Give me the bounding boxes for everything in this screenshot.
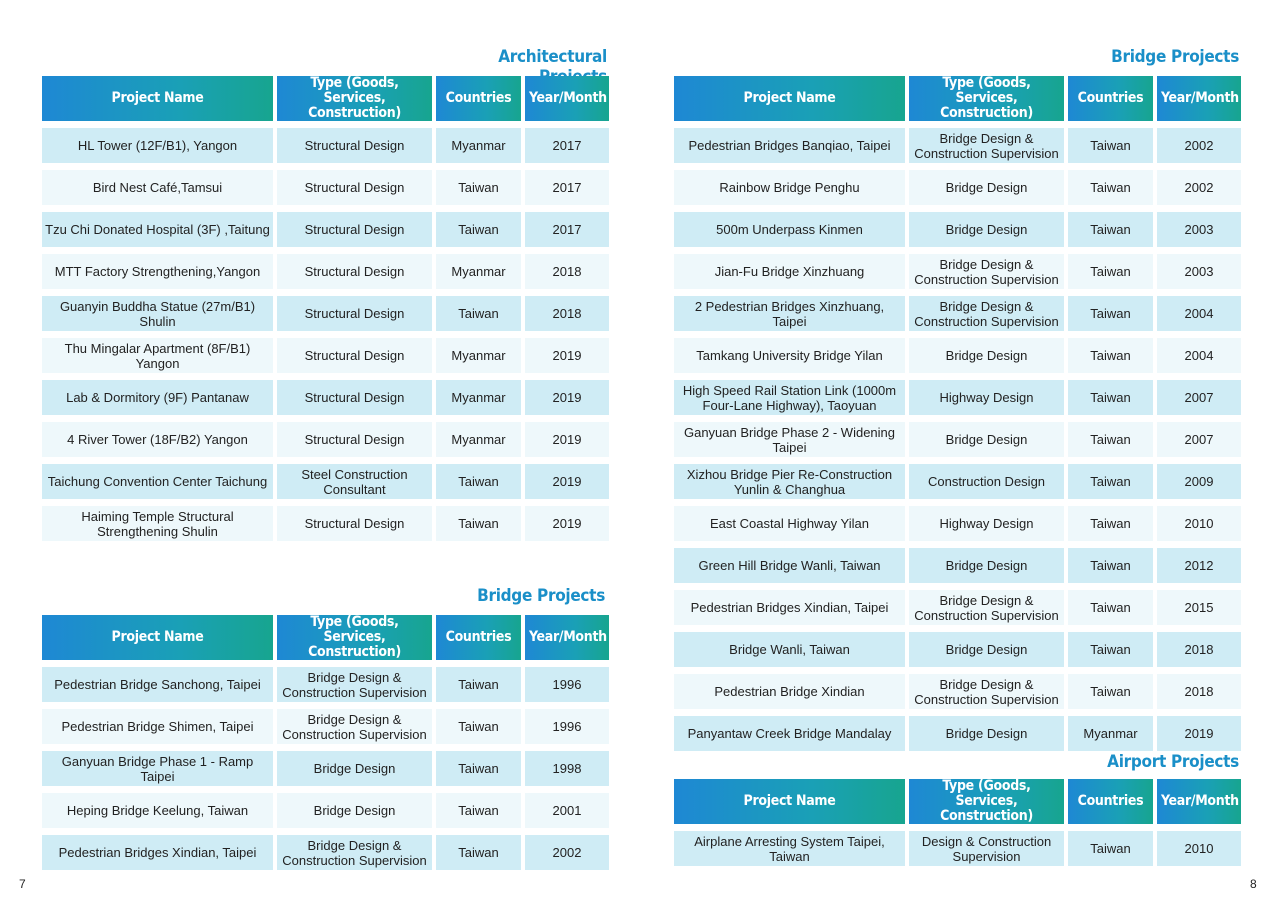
project-name-cell: Taichung Convention Center Taichung — [42, 464, 273, 499]
project-name-cell: HL Tower (12F/B1), Yangon — [42, 128, 273, 163]
project-type-cell: Bridge Design & Construction Supervision — [277, 709, 432, 744]
table-row — [42, 464, 609, 499]
country-cell: Taiwan — [1068, 380, 1153, 415]
project-type-cell: Structural Design — [277, 506, 432, 541]
project-type-cell: Structural Design — [277, 338, 432, 373]
table-row — [42, 793, 609, 828]
country-cell: Taiwan — [436, 464, 521, 499]
year-cell: 2012 — [1157, 548, 1241, 583]
project-name-cell: Lab & Dormitory (9F) Pantanaw — [42, 380, 273, 415]
column-header-countries: Countries — [1068, 779, 1153, 824]
column-header-countries: Countries — [436, 615, 521, 660]
year-cell: 2001 — [525, 793, 609, 828]
project-name-cell: Green Hill Bridge Wanli, Taiwan — [674, 548, 905, 583]
table-row — [42, 128, 609, 163]
year-cell: 1996 — [525, 709, 609, 744]
project-type-cell: Bridge Design & Construction Supervision — [277, 835, 432, 870]
country-cell: Taiwan — [1068, 506, 1153, 541]
project-type-cell: Bridge Design — [909, 338, 1064, 373]
project-name-cell: Pedestrian Bridge Xindian — [674, 674, 905, 709]
country-cell: Taiwan — [436, 212, 521, 247]
year-cell: 2003 — [1157, 212, 1241, 247]
country-cell: Taiwan — [436, 667, 521, 702]
year-cell: 2017 — [525, 128, 609, 163]
bridge-projects-table-left — [38, 608, 613, 877]
country-cell: Myanmar — [436, 380, 521, 415]
project-name-cell: 2 Pedestrian Bridges Xinzhuang, Taipei — [674, 296, 905, 331]
country-cell: Taiwan — [1068, 422, 1153, 457]
country-cell: Myanmar — [436, 422, 521, 457]
project-type-cell: Construction Design — [909, 464, 1064, 499]
table-row — [674, 716, 1241, 751]
table-row — [674, 831, 1241, 866]
country-cell: Taiwan — [1068, 674, 1153, 709]
year-cell: 2017 — [525, 212, 609, 247]
project-type-cell: Highway Design — [909, 506, 1064, 541]
year-cell: 2018 — [1157, 632, 1241, 667]
country-cell: Myanmar — [1068, 716, 1153, 751]
project-name-cell: Ganyuan Bridge Phase 2 - Widening Taipei — [674, 422, 905, 457]
year-cell: 2002 — [1157, 170, 1241, 205]
project-type-cell: Bridge Design & Construction Supervision — [909, 296, 1064, 331]
column-header-type: Type (Goods, Services, Construction) — [277, 615, 432, 660]
table-row — [42, 212, 609, 247]
project-type-cell: Structural Design — [277, 212, 432, 247]
year-cell: 2004 — [1157, 338, 1241, 373]
year-cell: 1996 — [525, 667, 609, 702]
country-cell: Taiwan — [1068, 464, 1153, 499]
year-cell: 2002 — [525, 835, 609, 870]
column-header-name: Project Name — [674, 76, 905, 121]
architectural-projects-title: Architectural — [498, 47, 607, 67]
year-cell: 2003 — [1157, 254, 1241, 289]
table-row — [42, 751, 609, 786]
project-name-cell: Pedestrian Bridges Xindian, Taipei — [42, 835, 273, 870]
project-type-cell: Bridge Design — [909, 422, 1064, 457]
country-cell: Taiwan — [1068, 338, 1153, 373]
table-row — [42, 709, 609, 744]
year-cell: 2019 — [525, 422, 609, 457]
country-cell: Taiwan — [436, 835, 521, 870]
country-cell: Taiwan — [436, 709, 521, 744]
year-cell: 2010 — [1157, 506, 1241, 541]
table-header-row — [42, 76, 609, 121]
year-cell: 1998 — [525, 751, 609, 786]
column-header-name: Project Name — [674, 779, 905, 824]
airport-projects-title: Airport Projects — [1107, 752, 1239, 772]
project-name-cell: Haiming Temple Structural Strengthening Shulin — [42, 506, 273, 541]
country-cell: Taiwan — [1068, 296, 1153, 331]
project-name-cell: Thu Mingalar Apartment (8F/B1) Yangon — [42, 338, 273, 373]
country-cell: Taiwan — [436, 506, 521, 541]
bridge-projects-title-left: Bridge Projects — [477, 586, 605, 606]
table-row — [674, 632, 1241, 667]
project-type-cell: Bridge Design — [909, 548, 1064, 583]
project-name-cell: Bridge Wanli, Taiwan — [674, 632, 905, 667]
table-row — [42, 835, 609, 870]
country-cell: Myanmar — [436, 128, 521, 163]
architectural-projects-table — [38, 69, 613, 548]
year-cell: 2019 — [525, 464, 609, 499]
table-row — [42, 296, 609, 331]
table-header-row — [674, 76, 1241, 121]
country-cell: Taiwan — [1068, 548, 1153, 583]
project-type-cell: Bridge Design — [909, 170, 1064, 205]
year-cell: 2018 — [1157, 674, 1241, 709]
project-name-cell: High Speed Rail Station Link (1000m Four-Lane Highway), Taoyuan — [674, 380, 905, 415]
column-header-type: Type (Goods, Services, Construction) — [277, 76, 432, 121]
project-type-cell: Bridge Design — [909, 212, 1064, 247]
project-name-cell: Panyantaw Creek Bridge Mandalay — [674, 716, 905, 751]
column-header-name: Project Name — [42, 615, 273, 660]
project-name-cell: Pedestrian Bridges Xindian, Taipei — [674, 590, 905, 625]
year-cell: 2019 — [1157, 716, 1241, 751]
project-type-cell: Bridge Design & Construction Supervision — [909, 674, 1064, 709]
project-type-cell: Bridge Design & Construction Supervision — [909, 590, 1064, 625]
country-cell: Taiwan — [1068, 254, 1153, 289]
column-header-countries: Countries — [1068, 76, 1153, 121]
column-header-countries: Countries — [436, 76, 521, 121]
project-name-cell: Airplane Arresting System Taipei, Taiwan — [674, 831, 905, 866]
project-name-cell: MTT Factory Strengthening,Yangon — [42, 254, 273, 289]
column-header-name: Project Name — [42, 76, 273, 121]
table-row — [674, 338, 1241, 373]
project-name-cell: Ganyuan Bridge Phase 1 - Ramp Taipei — [42, 751, 273, 786]
project-type-cell: Bridge Design — [909, 632, 1064, 667]
project-type-cell: Structural Design — [277, 380, 432, 415]
project-type-cell: Structural Design — [277, 422, 432, 457]
project-type-cell: Structural Design — [277, 170, 432, 205]
project-type-cell: Steel Construction Consultant — [277, 464, 432, 499]
table-header-row — [42, 615, 609, 660]
project-name-cell: Tamkang University Bridge Yilan — [674, 338, 905, 373]
table-header-row — [674, 779, 1241, 824]
project-name-cell: Tzu Chi Donated Hospital (3F) ,Taitung — [42, 212, 273, 247]
project-name-cell: Jian-Fu Bridge Xinzhuang — [674, 254, 905, 289]
table-row — [42, 338, 609, 373]
table-row — [674, 170, 1241, 205]
project-name-cell: 4 River Tower (18F/B2) Yangon — [42, 422, 273, 457]
country-cell: Taiwan — [1068, 632, 1153, 667]
project-name-cell: East Coastal Highway Yilan — [674, 506, 905, 541]
table-row — [674, 464, 1241, 499]
table-row — [674, 590, 1241, 625]
country-cell: Taiwan — [436, 751, 521, 786]
year-cell: 2019 — [525, 380, 609, 415]
table-row — [674, 128, 1241, 163]
year-cell: 2019 — [525, 506, 609, 541]
table-row — [674, 254, 1241, 289]
airport-projects-table — [670, 772, 1245, 873]
year-cell: 2010 — [1157, 831, 1241, 866]
column-header-year: Year/Month — [1157, 76, 1241, 121]
table-row — [42, 422, 609, 457]
country-cell: Taiwan — [436, 793, 521, 828]
table-row — [42, 380, 609, 415]
project-type-cell: Bridge Design & Construction Supervision — [909, 128, 1064, 163]
year-cell: 2007 — [1157, 422, 1241, 457]
year-cell: 2002 — [1157, 128, 1241, 163]
project-type-cell: Bridge Design — [277, 793, 432, 828]
project-type-cell: Bridge Design & Construction Supervision — [909, 254, 1064, 289]
bridge-projects-title-right: Bridge Projects — [1111, 47, 1239, 67]
project-type-cell: Structural Design — [277, 128, 432, 163]
table-row — [42, 667, 609, 702]
project-name-cell: Rainbow Bridge Penghu — [674, 170, 905, 205]
project-name-cell: Xizhou Bridge Pier Re-Construction Yunlin & Changhua — [674, 464, 905, 499]
table-row — [674, 212, 1241, 247]
country-cell: Taiwan — [436, 170, 521, 205]
project-type-cell: Design & Construction Supervision — [909, 831, 1064, 866]
country-cell: Taiwan — [436, 296, 521, 331]
project-name-cell: Pedestrian Bridges Banqiao, Taipei — [674, 128, 905, 163]
project-type-cell: Structural Design — [277, 296, 432, 331]
column-header-type: Type (Goods, Services, Construction) — [909, 76, 1064, 121]
project-name-cell: 500m Underpass Kinmen — [674, 212, 905, 247]
project-type-cell: Bridge Design — [277, 751, 432, 786]
country-cell: Taiwan — [1068, 590, 1153, 625]
year-cell: 2019 — [525, 338, 609, 373]
page-number-right: 8 — [1250, 877, 1257, 891]
column-header-type: Type (Goods, Services, Construction) — [909, 779, 1064, 824]
project-name-cell: Heping Bridge Keelung, Taiwan — [42, 793, 273, 828]
table-row — [674, 674, 1241, 709]
country-cell: Myanmar — [436, 254, 521, 289]
table-row — [674, 548, 1241, 583]
table-row — [42, 506, 609, 541]
table-row — [674, 380, 1241, 415]
project-type-cell: Highway Design — [909, 380, 1064, 415]
table-row — [42, 170, 609, 205]
project-name-cell: Guanyin Buddha Statue (27m/B1) Shulin — [42, 296, 273, 331]
table-row — [42, 254, 609, 289]
project-name-cell: Pedestrian Bridge Shimen, Taipei — [42, 709, 273, 744]
page-number-left: 7 — [19, 877, 26, 891]
year-cell: 2004 — [1157, 296, 1241, 331]
table-row — [674, 296, 1241, 331]
project-type-cell: Bridge Design & Construction Supervision — [277, 667, 432, 702]
project-type-cell: Structural Design — [277, 254, 432, 289]
column-header-year: Year/Month — [525, 76, 609, 121]
project-name-cell: Bird Nest Café,Tamsui — [42, 170, 273, 205]
country-cell: Taiwan — [1068, 170, 1153, 205]
column-header-year: Year/Month — [1157, 779, 1241, 824]
year-cell: 2015 — [1157, 590, 1241, 625]
country-cell: Myanmar — [436, 338, 521, 373]
project-name-cell: Pedestrian Bridge Sanchong, Taipei — [42, 667, 273, 702]
country-cell: Taiwan — [1068, 212, 1153, 247]
column-header-year: Year/Month — [525, 615, 609, 660]
table-row — [674, 506, 1241, 541]
year-cell: 2017 — [525, 170, 609, 205]
country-cell: Taiwan — [1068, 128, 1153, 163]
country-cell: Taiwan — [1068, 831, 1153, 866]
table-row — [674, 422, 1241, 457]
bridge-projects-table-right — [670, 69, 1245, 758]
year-cell: 2007 — [1157, 380, 1241, 415]
project-type-cell: Bridge Design — [909, 716, 1064, 751]
year-cell: 2009 — [1157, 464, 1241, 499]
year-cell: 2018 — [525, 254, 609, 289]
year-cell: 2018 — [525, 296, 609, 331]
